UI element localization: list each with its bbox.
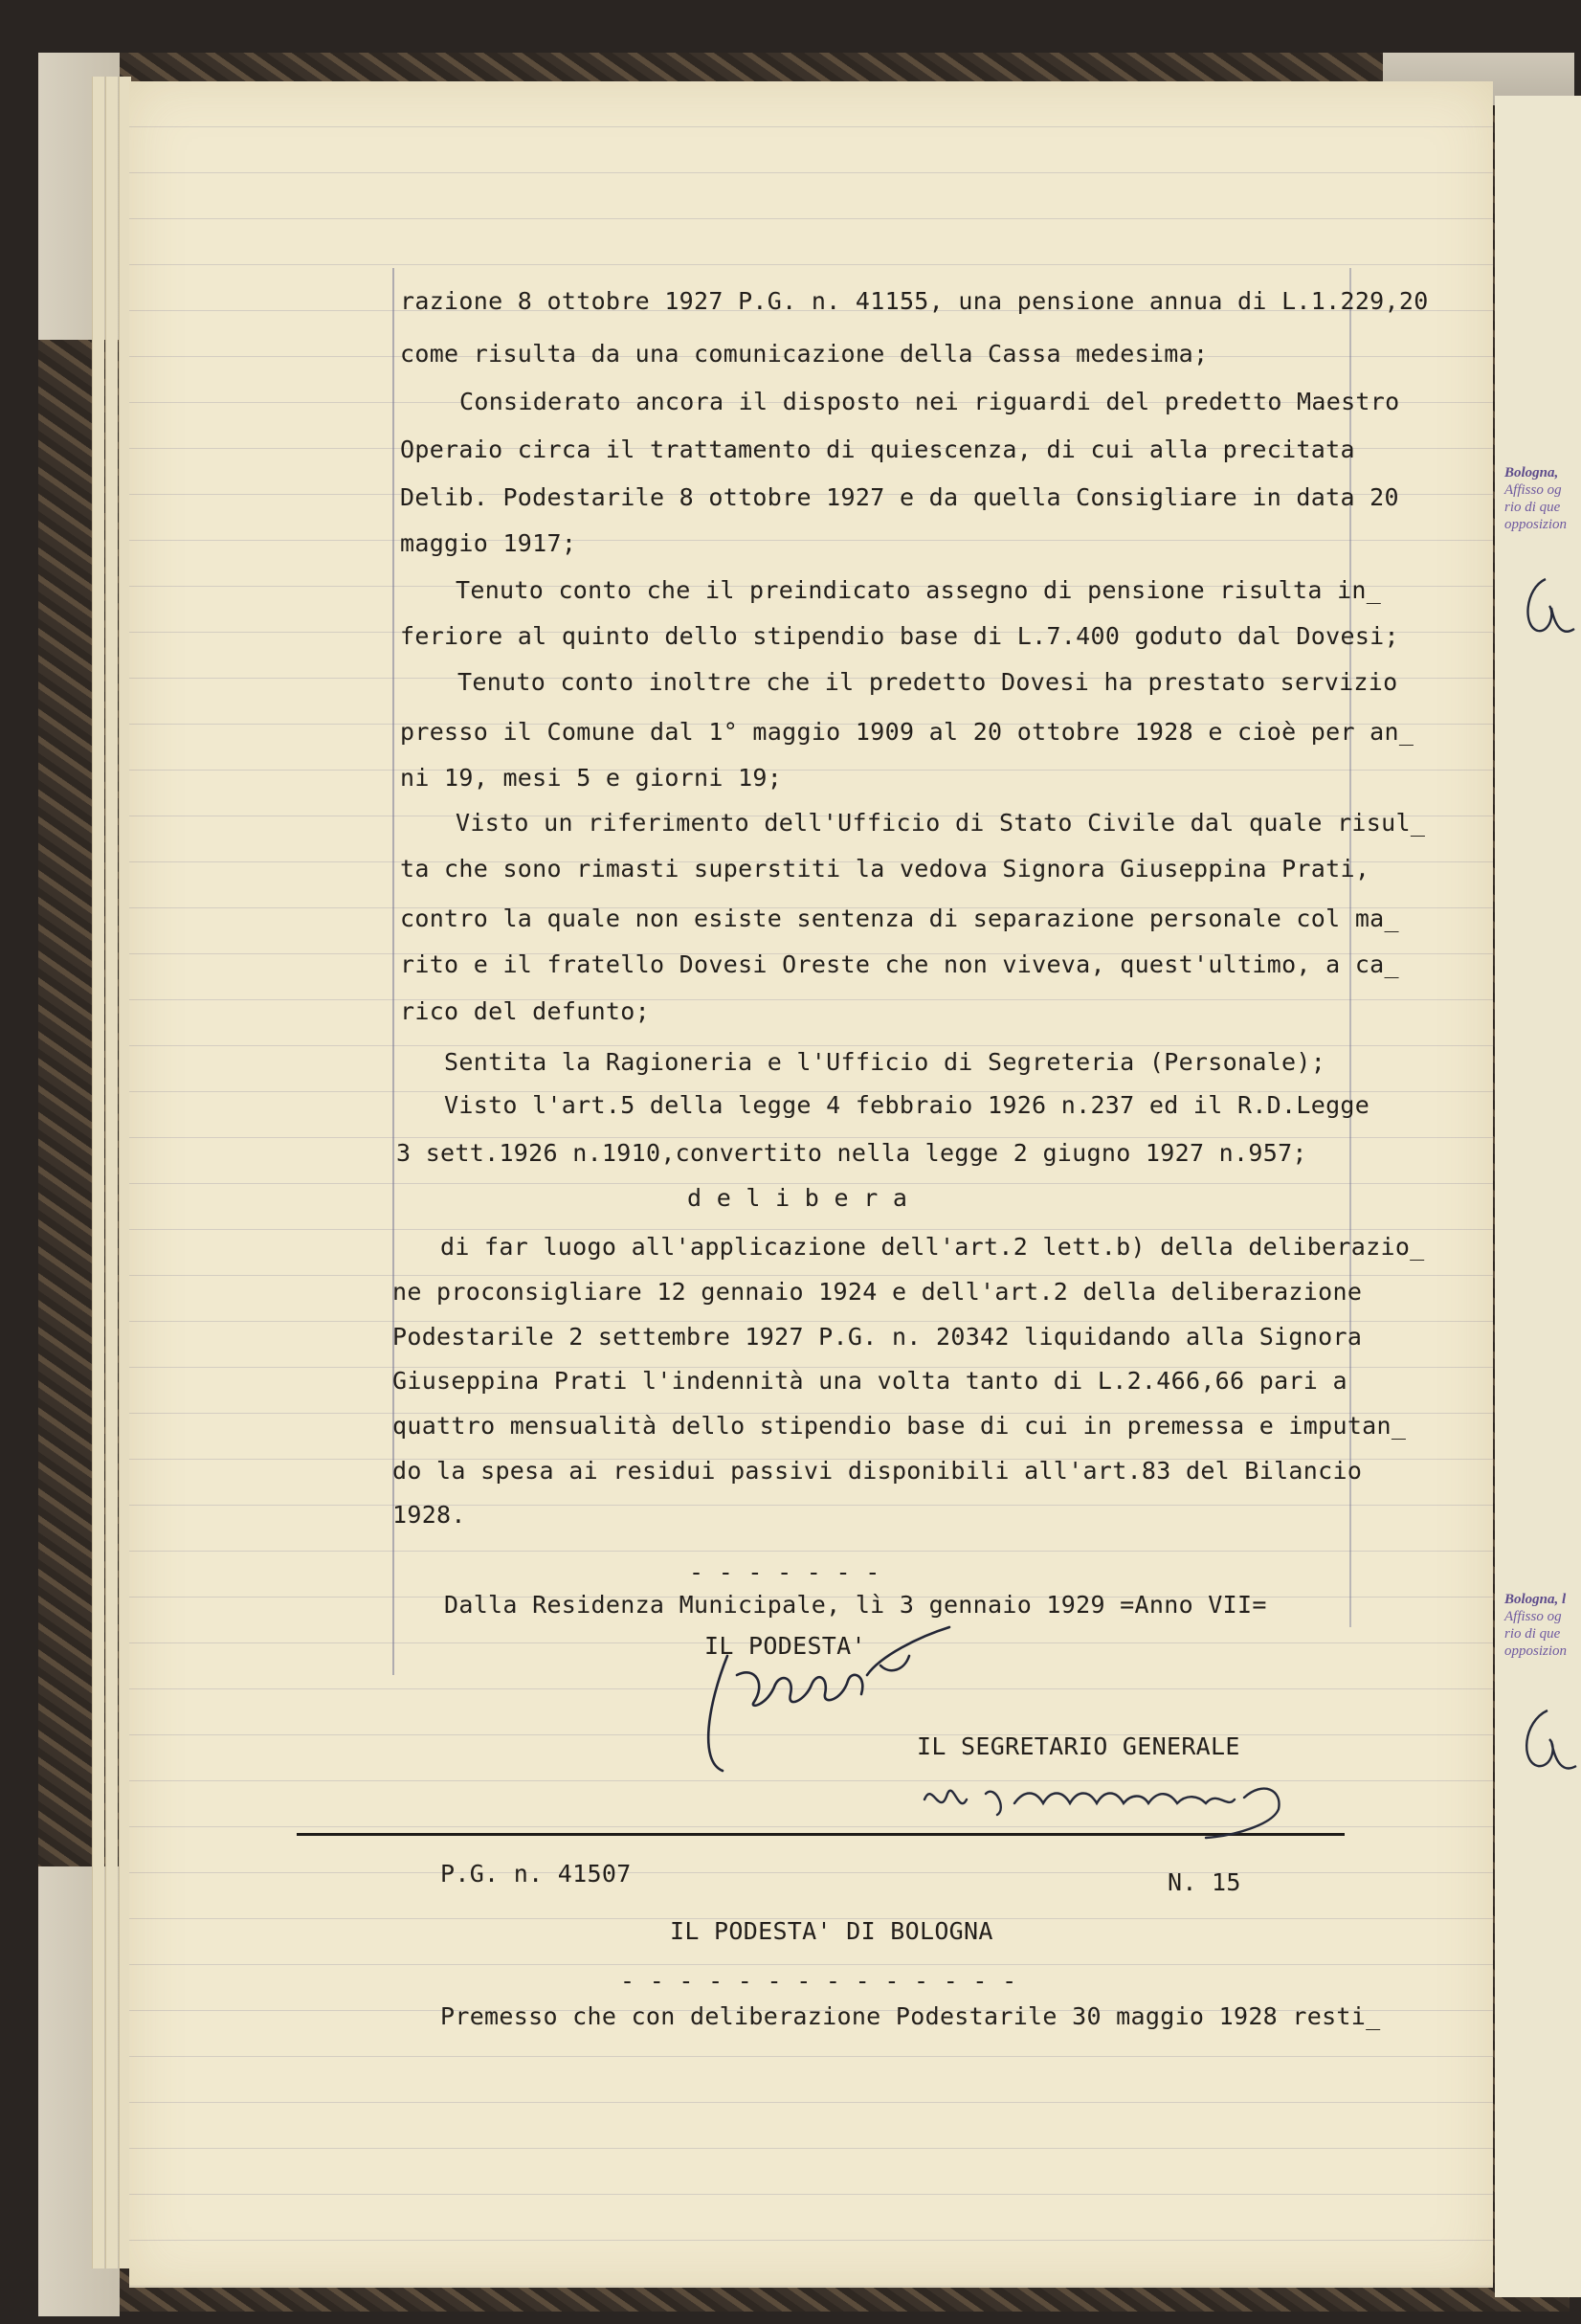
text-line: contro la quale non esiste sentenza di separazione personale col ma_ <box>400 905 1399 932</box>
affissione-stamp: Bologna, l Affisso og rio di que opposizion <box>1504 1592 1568 1659</box>
text-line: rico del defunto; <box>400 997 650 1025</box>
text-line: Sentita la Ragioneria e l'Ufficio di Segreteria (Personale); <box>444 1048 1326 1076</box>
text-line: Tenuto conto inoltre che il predetto Dovesi ha prestato servizio <box>457 668 1398 696</box>
text-line: ne proconsigliare 12 gennaio 1924 e dell'art.2 della deliberazione <box>392 1278 1363 1306</box>
segretario-title: IL SEGRETARIO GENERALE <box>917 1732 1240 1760</box>
text-line: quattro mensualità dello stipendio base di cui in premessa e imputan_ <box>392 1412 1407 1440</box>
text-line: feriore al quinto dello stipendio base di L.7.400 goduto dal Dovesi; <box>400 622 1399 650</box>
protocol-number: P.G. n. 41507 <box>440 1860 632 1888</box>
dash-separator: - - - - - - - <box>689 1558 880 1586</box>
dash-separator: - - - - - - - - - - - - - - <box>620 1967 1017 1995</box>
text-line: do la spesa ai residui passivi disponibili all'art.83 del Bilancio <box>392 1457 1363 1485</box>
text-line: ni 19, mesi 5 e giorni 19; <box>400 764 783 792</box>
text-line: 1928. <box>392 1501 466 1529</box>
text-line: Operaio circa il trattamento di quiescenza, di cui alla precitata <box>400 436 1355 463</box>
text-line: Delib. Podestarile 8 ottobre 1927 e da quella Consigliare in data 20 <box>400 483 1399 511</box>
affissione-stamp: Bologna, Affisso og rio di que opposizion <box>1504 465 1568 532</box>
heading: IL PODESTA' DI BOLOGNA <box>670 1917 993 1945</box>
text-line: ta che sono rimasti superstiti la vedova Signora Giuseppina Prati, <box>400 855 1370 883</box>
page-stack-edge <box>92 77 104 2268</box>
text-line: Podestarile 2 settembre 1927 P.G. n. 20342 liquidando alla Signora <box>392 1323 1363 1351</box>
text-line: come risulta da una comunicazione della Cassa medesima; <box>400 340 1209 368</box>
text-line: maggio 1917; <box>400 529 577 557</box>
facing-page-edge <box>1495 96 1581 2297</box>
item-number: N. 15 <box>1168 1868 1241 1896</box>
text-line: Considerato ancora il disposto nei riguardi del predetto Maestro <box>459 388 1400 415</box>
page-stack-edge <box>105 77 118 2268</box>
facing-page-signature <box>1517 1699 1579 1785</box>
text-line: presso il Comune dal 1° maggio 1909 al 20 ottobre 1928 e cioè per an_ <box>400 718 1414 746</box>
text-line: Tenuto conto che il preindicato assegno di pensione risulta in_ <box>456 576 1382 604</box>
text-line: Premesso che con deliberazione Podestarile 30 maggio 1928 resti_ <box>440 2002 1381 2030</box>
podesta-title: IL PODESTA' <box>704 1632 866 1660</box>
text-line: razione 8 ottobre 1927 P.G. n. 41155, una pensione annua di L.1.229,20 <box>400 287 1429 315</box>
text-line: di far luogo all'applicazione dell'art.2 lett.b) della deliberazio_ <box>440 1233 1425 1261</box>
text-line-date: Dalla Residenza Municipale, lì 3 gennaio 1929 =Anno VII= <box>444 1591 1267 1619</box>
text-line: 3 sett.1926 n.1910,convertito nella legge 2 giugno 1927 n.957; <box>396 1139 1307 1167</box>
text-line: Visto un riferimento dell'Ufficio di Stato Civile dal quale risul_ <box>456 809 1426 837</box>
text-line: Visto l'art.5 della legge 4 febbraio 1926 n.237 ed il R.D.Legge <box>444 1091 1370 1119</box>
facing-page-signature <box>1517 570 1579 646</box>
segretario-signature <box>919 1761 1330 1838</box>
text-line: rito e il fratello Dovesi Oreste che non viveva, quest'ultimo, a ca_ <box>400 950 1399 978</box>
podesta-signature <box>699 1618 967 1780</box>
text-line: Giuseppina Prati l'indennità una volta tanto di L.2.466,66 pari a <box>392 1367 1347 1395</box>
text-line-delibera: d e l i b e r a <box>687 1184 908 1212</box>
